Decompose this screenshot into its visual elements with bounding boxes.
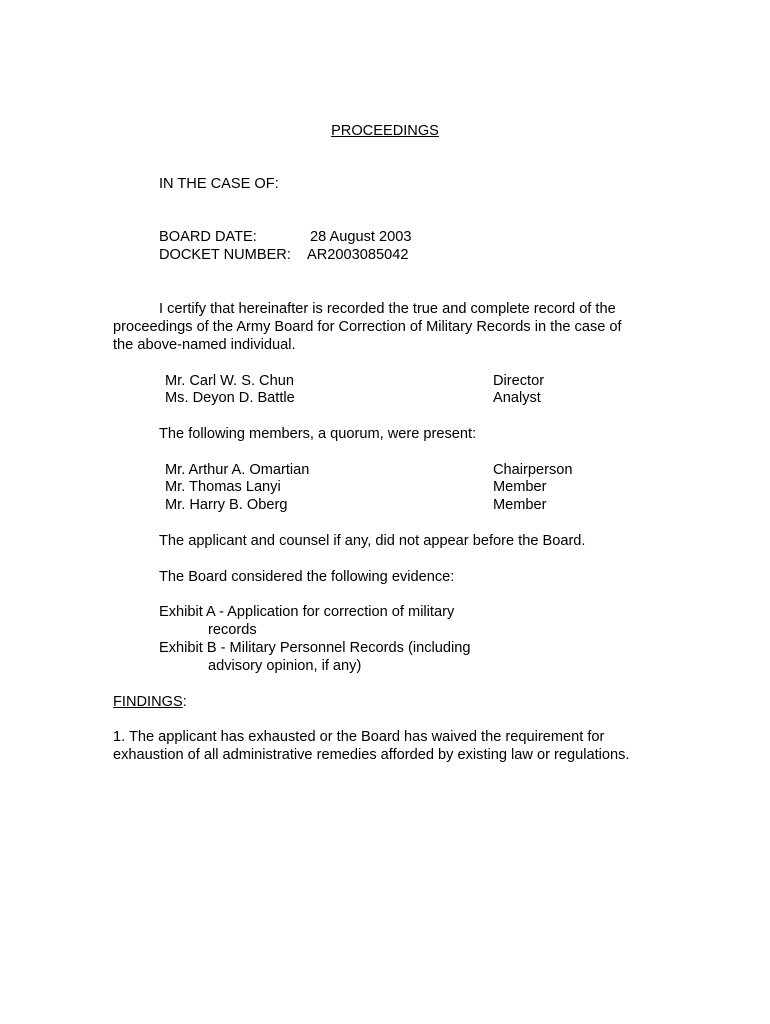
certify-line-3: the above-named individual. [113, 337, 296, 353]
exhibit-b-line-2: advisory opinion, if any) [208, 658, 362, 674]
case-label: IN THE CASE OF: [159, 176, 279, 192]
board-date-value: 28 August 2003 [310, 229, 412, 245]
members-intro: The following members, a quorum, were present: [159, 426, 477, 442]
docket-number-value: AR2003085042 [307, 247, 409, 263]
member-name: Mr. Arthur A. Omartian [165, 462, 310, 478]
staff-name: Ms. Deyon D. Battle [165, 390, 295, 406]
evidence-intro: The Board considered the following evidence: [159, 569, 455, 585]
exhibit-a-line-2: records [208, 622, 257, 638]
member-role: Member [493, 497, 547, 513]
certify-line-2: proceedings of the Army Board for Correction of Military Records in the case of [113, 319, 622, 335]
certify-line-1: I certify that hereinafter is recorded the true and complete record of the [159, 301, 616, 317]
exhibit-a-line-1: Exhibit A - Application for correction of military [159, 604, 455, 620]
findings-heading-colon: : [182, 694, 187, 710]
board-date-label: BOARD DATE: [159, 229, 257, 245]
docket-number-label: DOCKET NUMBER: [159, 247, 291, 263]
staff-role: Analyst [493, 390, 541, 406]
member-role: Member [493, 479, 547, 495]
findings-heading [113, 693, 187, 711]
staff-role: Director [493, 373, 545, 389]
findings-heading-text: FINDINGS [113, 694, 183, 710]
finding-1-line-1: 1. The applicant has exhausted or the Board has waived the requirement for [113, 729, 605, 745]
member-name: Mr. Thomas Lanyi [165, 479, 281, 495]
staff-name: Mr. Carl W. S. Chun [165, 373, 294, 389]
appearance-statement: The applicant and counsel if any, did not appear before the Board. [159, 533, 586, 549]
document-title: PROCEEDINGS [331, 123, 439, 139]
member-role: Chairperson [493, 462, 573, 478]
finding-1-line-2: exhaustion of all administrative remedies afforded by existing law or regulations. [113, 747, 630, 763]
exhibit-b-line-1: Exhibit B - Military Personnel Records (including [159, 640, 471, 656]
member-name: Mr. Harry B. Oberg [165, 497, 288, 513]
